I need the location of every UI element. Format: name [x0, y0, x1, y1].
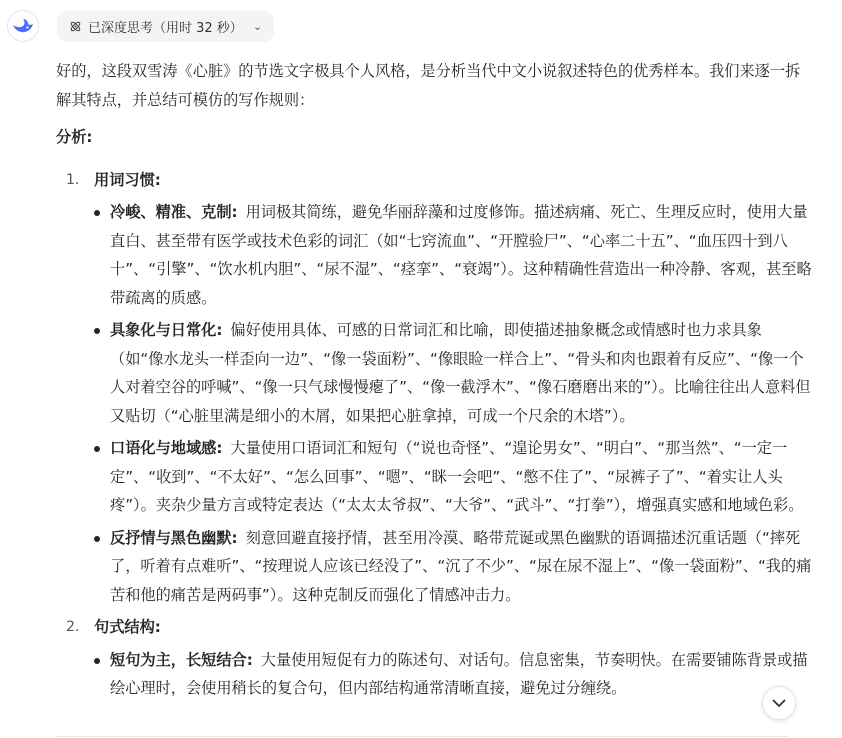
point-list: [56, 646, 814, 703]
scroll-to-bottom-button[interactable]: [762, 686, 796, 720]
message-content: [56, 57, 814, 707]
divider: [56, 736, 788, 737]
list-item: [56, 646, 814, 703]
list-item: [56, 198, 814, 312]
point-title: 口语化与地域感:: [110, 439, 223, 457]
whale-icon: [12, 18, 34, 34]
point-title: 具象化与日常化:: [110, 321, 223, 339]
section-item: [56, 613, 814, 703]
deep-think-toggle[interactable]: [57, 11, 274, 42]
point-text: 刻意回避直接抒情，甚至用冷漠、略带荒诞或黑色幽默的语调描述沉重话题（“摔死了，听着有点难听”、“按理说人应该已经没了”、“沉了不少”、“尿在尿不湿上”、“像一袋面粉”、“我的痛苦和他的痛苦是两码事”）。这种克制反而强化了情感冲击力。: [110, 528, 812, 604]
section-title: 句式结构:: [94, 618, 161, 636]
section-title: 用词习惯:: [94, 170, 161, 189]
deep-think-label: 已深度思考（用时 32 秒）: [88, 21, 243, 36]
point-text: 偏好使用具体、可感的日常词汇和比喻，即使描述抽象概念或情感时也力求具象（如“像水龙头一样歪向一边”、“像一袋面粉”、“像眼睑一样合上”、“骨头和肉也跟着有反应”、“像一个人对着空谷的呼喊”、“像一只气球慢慢瘪了”、“像一截浮木”、“像石磨磨出来的”）。比喻往往出人意料但又贴切（“心脏里满是细小的木屑，如果把心脏拿掉，可成一个尺余的木塔”）。: [110, 321, 811, 425]
list-item: [56, 524, 814, 610]
section-list: [56, 166, 814, 703]
point-title: 反抒情与黑色幽默:: [110, 528, 238, 547]
chevron-down-icon: [772, 699, 786, 708]
point-title: 冷峻、精准、克制:: [110, 203, 238, 221]
point-text: 用词极其简练，避免华丽辞藻和过度修饰。描述病痛、死亡、生理反应时，使用大量直白、甚至带有医学或技术色彩的词汇（如“七窍流血”、“开膛验尸”、“心率二十五”、“血压四十到八十”、“引擎”、“饮水机内胆”、“尿不湿”、“痉挛”、“衰竭”）。这种精确性营造出一种冷静、客观，甚至略带疏离的质感。: [110, 203, 812, 307]
atom-icon: [69, 20, 82, 33]
analysis-heading: 分析:: [56, 128, 93, 146]
intro-paragraph: 好的，这段双雪涛《心脏》的节选文字极具个人风格，是分析当代中文小说叙述特色的优秀样本。我们来逐一拆解其特点，并总结可模仿的写作规则：: [56, 62, 801, 109]
section-item: [56, 166, 814, 610]
section-number: 2.: [66, 619, 80, 635]
point-text: 大量使用短促有力的陈述句、对话句。信息密集，节奏明快。在需要铺陈背景或描绘心理时，会使用稍长的复合句，但内部结构通常清晰直接，避免过分缠绕。: [110, 650, 808, 697]
point-title: 短句为主，长短结合:: [110, 650, 253, 669]
list-item: [56, 316, 814, 430]
point-list: [56, 198, 814, 609]
section-number: 1.: [66, 171, 80, 188]
point-text: 大量使用口语词汇和短句（“说也奇怪”、“遑论男女”、“明白”、“那当然”、“一定一定”、“收到”、“不太好”、“怎么回事”、“嗯”、“眯一会吧”、“憋不住了”、“尿裤子了”、“着实让人头疼”）。夹杂少量方言或特定表达（“太太太爷叔”、“大爷”、“武斗”、“打拳”），增强真实感和地域色彩。: [110, 439, 804, 514]
deepseek-logo-avatar: [7, 10, 39, 42]
list-item: [56, 434, 814, 520]
chevron-down-icon: ⌄: [252, 20, 263, 33]
